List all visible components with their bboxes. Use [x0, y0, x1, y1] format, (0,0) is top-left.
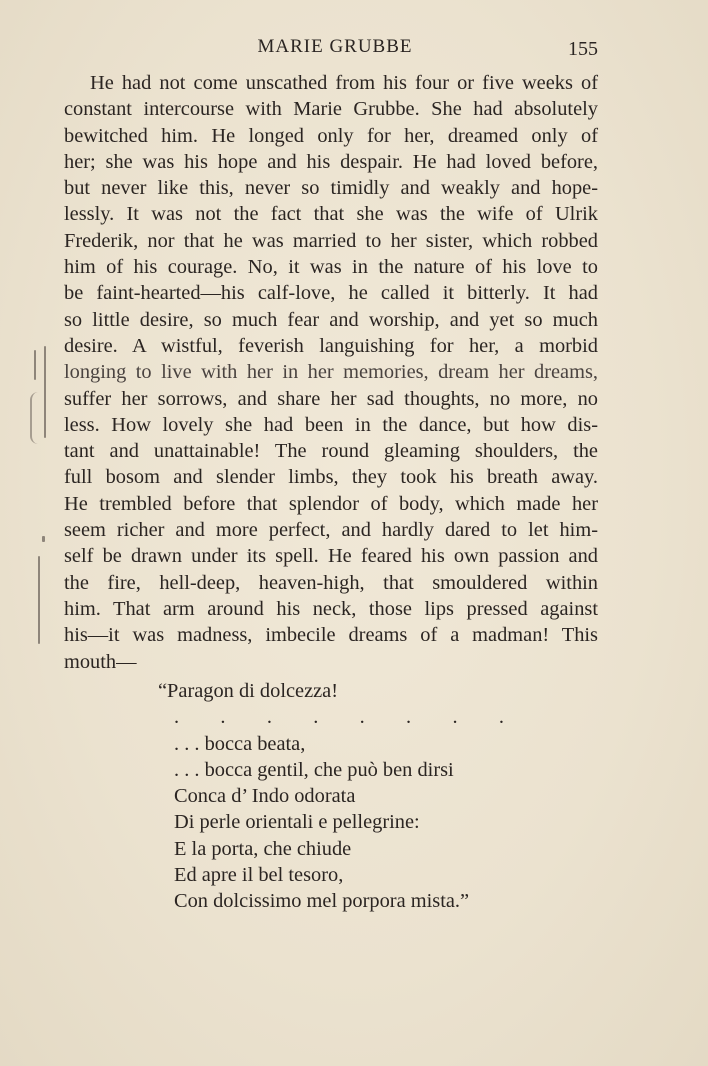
text-line: He had not come unscathed from his four or five weeks of: [90, 72, 598, 94]
verse-line: Conca d’ Indo odorata: [174, 785, 356, 808]
text-line: less. How lovely she had been in the dance, but how dis-: [64, 413, 598, 436]
text-line: lessly. It was not the fact that she was the wife of Ulrik: [64, 203, 598, 226]
text-line: self be drawn under its spell. He feared his own passion and: [64, 545, 598, 568]
text-line: him. That arm around his neck, those lips pressed against: [64, 597, 598, 620]
text-line: Frederik, nor that he was married to her sister, which robbed: [64, 229, 598, 252]
text-line: but never like this, never so timidly and weakly and hope-: [64, 177, 598, 200]
text-line: mouth—: [64, 650, 137, 673]
verse-line: . . . bocca gentil, che può ben dirsi: [174, 758, 454, 781]
verse-line: E la porta, che chiude: [174, 837, 352, 860]
text-line: his—it was madness, imbecile dreams of a madman! This: [64, 624, 598, 647]
text-line: full bosom and slender limbs, they took his breath away.: [64, 466, 598, 489]
running-head: [0, 36, 708, 64]
verse-line: Con dolcissimo mel porpora mista.”: [174, 890, 470, 913]
ellipsis-dot: .: [313, 706, 319, 729]
running-title: MARIE GRUBBE: [257, 36, 413, 57]
verse-line: Di perle orientali e pellegrine:: [174, 811, 420, 834]
margin-pencil-mark: [38, 556, 40, 644]
margin-pencil-mark: [44, 346, 46, 438]
text-line: the fire, hell-deep, heaven-high, that smouldered within: [64, 571, 598, 594]
text-line: so little desire, so much fear and worship, and yet so much: [64, 308, 598, 331]
ellipsis-dot: .: [359, 706, 365, 729]
text-line: seem richer and more perfect, and hardly dared to let him-: [64, 519, 598, 542]
verse-opening-line: “Paragon di dolcezza!: [158, 680, 339, 702]
text-line: suffer her sorrows, and share her sad thoughts, no more, no: [64, 387, 598, 410]
verse-line: Ed apre il bel tesoro,: [174, 864, 344, 887]
ellipsis-dot: .: [220, 706, 226, 729]
text-line: be faint-hearted—his calf-love, he called it bitterly. It had: [64, 282, 598, 305]
text-line: constant intercourse with Marie Grubbe. She had absolutely: [64, 98, 598, 121]
text-line: tant and unattainable! The round gleaming shoulders, the: [64, 440, 598, 463]
text-line: He trembled before that splendor of body, which made her: [64, 492, 598, 515]
ellipsis-dot: .: [406, 706, 412, 729]
text-line: bewitched him. He longed only for her, dreamed only of: [64, 124, 598, 147]
verse-line: . . . bocca beata,: [174, 732, 306, 755]
ellipsis-dot: .: [174, 706, 180, 729]
text-line: desire. A wistful, feverish languishing for her, a morbid: [64, 334, 598, 357]
margin-pencil-mark: [34, 350, 36, 380]
text-line: her; she was his hope and his despair. He had loved before,: [64, 150, 598, 173]
ellipsis-dot: .: [266, 706, 272, 729]
margin-pencil-bracket: [30, 392, 42, 444]
page-number: 155: [568, 38, 598, 60]
text-line: longing to live with her in her memories, dream her dreams,: [64, 361, 598, 384]
margin-pencil-mark: [42, 536, 45, 542]
verse-quotation: [158, 678, 518, 915]
ellipsis-dot: .: [498, 706, 504, 729]
ellipsis-dot: .: [452, 706, 458, 729]
body-paragraph: [64, 70, 598, 675]
verse-ellipsis-row: [174, 704, 504, 730]
text-line: him of his courage. No, it was in the nature of his love to: [64, 256, 598, 279]
